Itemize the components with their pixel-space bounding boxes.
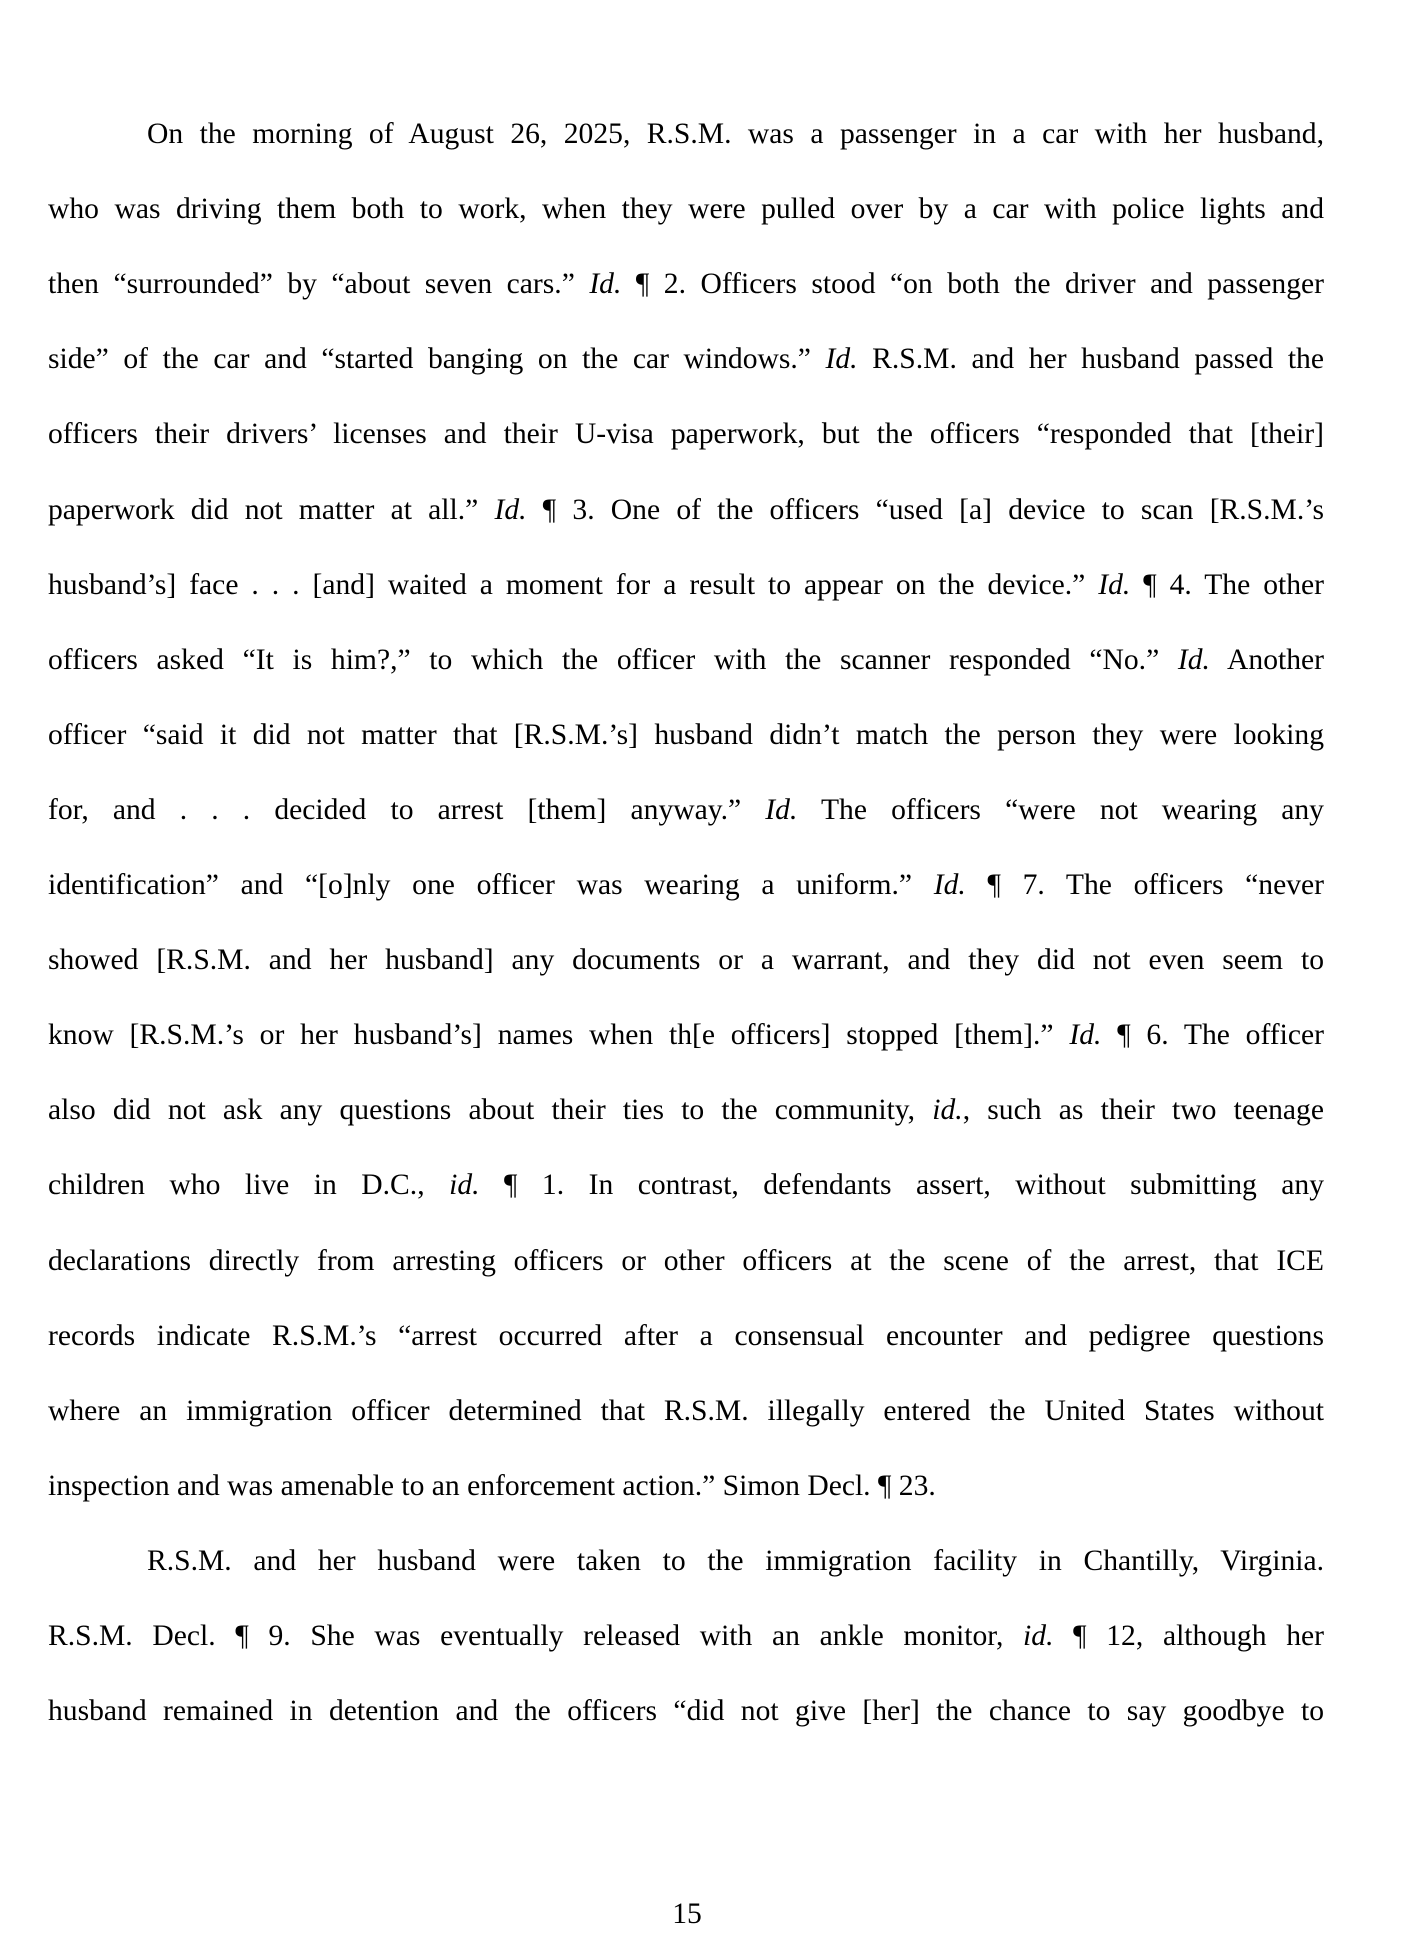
text-span: The officers “were not wearing any (797, 793, 1324, 826)
citation-italic: Id. (1098, 568, 1131, 601)
text-line (48, 1616, 1324, 1656)
text-span: R.S.M. and her husband were taken to the immigration facility in Chantilly, Virginia. (147, 1544, 1324, 1577)
text-line (48, 715, 1324, 755)
citation-italic: Id. (933, 869, 966, 901)
text-span: showed [R.S.M. and her husband] any documents or a warrant, and they did not even seem to (48, 944, 1324, 977)
text-line (48, 565, 1324, 605)
text-span: who was driving them both to work, when they were pulled over by a car with police lights and (48, 193, 1324, 226)
text-span: ¶ 2. Officers stood “on both the driver and passenger (621, 268, 1324, 301)
text-line (48, 1015, 1324, 1055)
citation-italic: id. (1023, 1620, 1054, 1652)
text-span: officers their drivers’ licenses and their U-visa paperwork, but the officers “responded that [their] (48, 418, 1324, 451)
text-line (147, 114, 1324, 154)
text-span: officers asked “It is him?,” to which the officer with the scanner responded “No.” (48, 643, 1178, 676)
citation-italic: Id. (825, 343, 858, 376)
text-line (48, 1391, 1324, 1431)
text-span: ¶ 1. In contrast, defendants assert, without submitting any (479, 1169, 1325, 1202)
text-line (48, 1316, 1324, 1356)
text-line (48, 1691, 1324, 1731)
text-span: identification” and “[o]nly one officer was wearing a uniform.” (48, 869, 934, 901)
citation-italic: Id. (1177, 643, 1210, 676)
text-line (48, 490, 1324, 530)
text-line (48, 1090, 1324, 1130)
page-number: 15 (672, 1898, 702, 1930)
text-span: paperwork did not matter at all.” (48, 493, 495, 526)
text-span: R.S.M. and her husband passed the (857, 343, 1324, 376)
text-line (48, 1165, 1324, 1205)
text-span: inspection and was amenable to an enforcement action.” Simon Decl. ¶ 23. (48, 1469, 936, 1502)
text-span: side” of the car and “started banging on the car windows.” (48, 343, 826, 376)
text-line (48, 339, 1324, 379)
text-line (48, 640, 1324, 680)
text-span: R.S.M. Decl. ¶ 9. She was eventually released with an ankle monitor, (48, 1620, 1024, 1652)
text-span: for, and . . . decided to arrest [them] anyway.” (48, 793, 766, 826)
text-span: children who live in D.C., (48, 1169, 450, 1202)
text-span: declarations directly from arresting officers or other officers at the scene of the arrest, that ICE (48, 1244, 1324, 1277)
text-span: know [R.S.M.’s or her husband’s] names when th[e officers] stopped [them].” (48, 1019, 1070, 1052)
text-span: ¶ 3. One of the officers “used [a] device to scan [R.S.M.’s (526, 493, 1324, 526)
text-span: ¶ 4. The other (1130, 568, 1325, 601)
text-span: then “surrounded” by “about seven cars.” (48, 268, 590, 301)
citation-italic: id. (449, 1169, 480, 1202)
text-line (48, 1466, 1324, 1506)
text-span: husband remained in detention and the officers “did not give [her] the chance to say goodbye to (48, 1695, 1324, 1728)
citation-italic: Id. (589, 268, 622, 301)
text-span: where an immigration officer determined that R.S.M. illegally entered the United States without (48, 1394, 1324, 1427)
text-line (48, 790, 1324, 830)
text-span: ¶ 12, although her (1053, 1620, 1324, 1652)
text-span: officer “said it did not matter that [R.S.M.’s] husband didn’t match the person they were looking (48, 718, 1324, 751)
citation-italic: Id. (1069, 1019, 1102, 1052)
text-span: husband’s] face . . . [and] waited a moment for a result to appear on the device.” (48, 568, 1099, 601)
text-span: Another (1209, 643, 1324, 676)
text-span: ¶ 7. The officers “never (965, 869, 1324, 901)
text-span: also did not ask any questions about their ties to the community, (48, 1094, 933, 1127)
text-line (48, 264, 1324, 304)
text-span: records indicate R.S.M.’s “arrest occurred after a consensual encounter and pedigree questions (48, 1319, 1324, 1352)
citation-italic: Id. (494, 493, 527, 526)
text-line (48, 940, 1324, 980)
text-line (147, 1541, 1324, 1581)
text-span: ¶ 6. The officer (1101, 1019, 1324, 1052)
citation-italic: Id. (765, 793, 798, 826)
text-line (48, 414, 1324, 454)
text-line (48, 865, 1324, 905)
text-line (48, 189, 1324, 229)
text-span: On the morning of August 26, 2025, R.S.M. was a passenger in a car with her husband, (147, 118, 1324, 150)
citation-italic: id. (932, 1094, 963, 1127)
text-line (48, 1241, 1324, 1281)
text-span: , such as their two teenage (962, 1094, 1324, 1127)
